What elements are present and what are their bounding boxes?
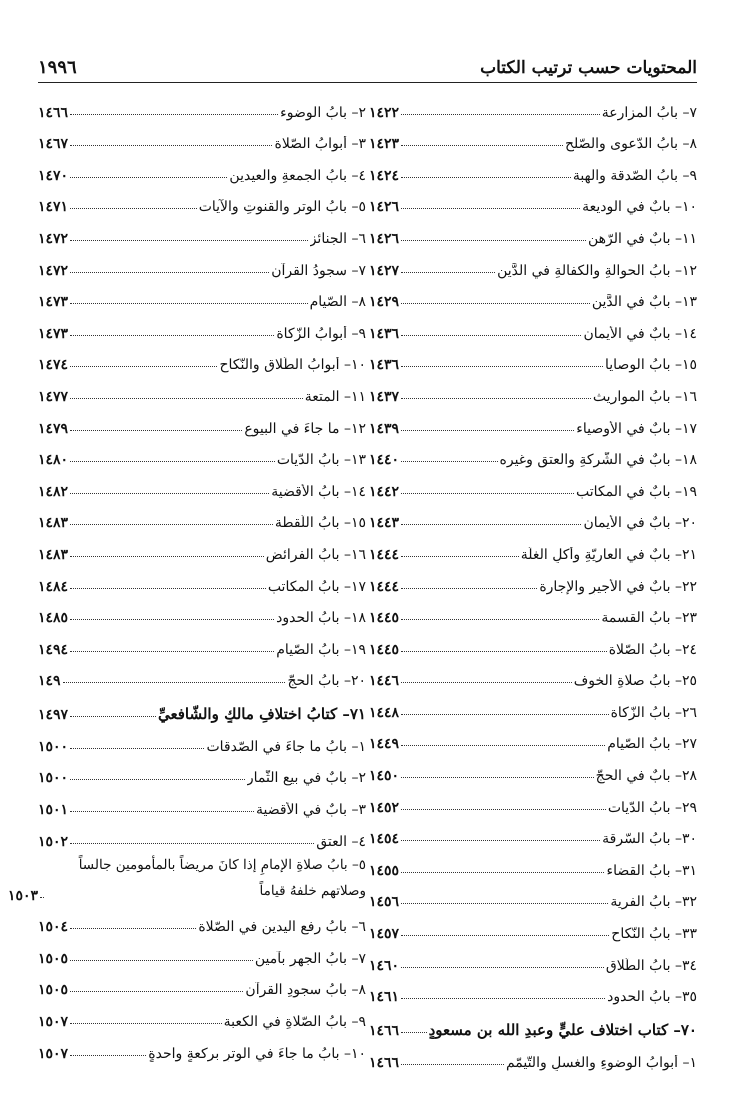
toc-entry-page: ١٥٠٣: [7, 887, 38, 904]
toc-entry: [369, 405, 697, 437]
toc-entry-title: ٥– بابُ الوترِ والقنوتِ والآيات: [198, 199, 366, 216]
toc-entry: [369, 310, 697, 342]
toc-entry-title: ٤– العتق: [316, 833, 366, 850]
toc-entry: [38, 310, 366, 342]
toc-entry: [369, 500, 697, 532]
toc-entry-title: ٢١– بابٌ في العاريّةِ وأكلِ الغلّة: [520, 546, 697, 563]
toc-entry-title: ١١– بابٌ في الرّهن: [587, 230, 697, 247]
dot-leader: [401, 967, 604, 968]
toc-entry-title: ٢٣– بابُ القسمة: [601, 610, 697, 627]
toc-entry: [38, 468, 366, 500]
toc-entry-title: ٣٢– بابُ الفرية: [610, 894, 697, 911]
dot-leader: [401, 1064, 504, 1065]
toc-entry-title: ٢٢– بابٌ في الأجيرِ والإجارة: [539, 578, 697, 595]
toc-entry-page: ١٤٤٦: [369, 673, 400, 690]
toc-entry-page: ١٤٣٦: [369, 325, 400, 342]
dot-leader: [70, 208, 197, 209]
toc-entry-page: ١٤٥٦: [369, 894, 400, 911]
dot-leader: [401, 745, 605, 746]
dot-leader: [401, 461, 497, 462]
toc-entry-page: ١٥٠٥: [38, 950, 69, 967]
toc-entry: [369, 215, 697, 247]
toc-entry-title: ١٠– بابُ ما جاءَ في الوترِ بركعةٍ واحدةٍ: [148, 1045, 366, 1062]
toc-entry-title: ١٨– بابٌ في الشّركةِ والعتقِ وغيره: [499, 452, 697, 469]
toc-entry: [7, 850, 366, 904]
toc-entry-title: ٢٠– بابٌ في الأيمان: [583, 515, 697, 532]
dot-leader: [401, 588, 537, 589]
toc-entry-page: ١٤٤٢: [369, 483, 400, 500]
toc-entry-title: ٢– بابٌ في بيعِ الثّمار: [246, 770, 366, 787]
dot-leader: [401, 903, 608, 904]
toc-entry: [38, 437, 366, 469]
toc-entry: [38, 121, 366, 153]
toc-entry: [369, 121, 697, 153]
toc-entry-page: ١٤٦٦: [369, 1023, 400, 1040]
dot-leader: [401, 272, 495, 273]
toc-entry: [38, 184, 366, 216]
toc-entry-page: ١٤٦٠: [369, 957, 400, 974]
toc-entry-title: ٣١– بابُ القضاء: [606, 862, 697, 879]
dot-leader: [401, 1032, 426, 1033]
toc-entry-page: ١٤٤٤: [369, 578, 400, 595]
dot-leader: [401, 177, 571, 178]
toc-entry-title: ١٣– بابُ الدّيات: [276, 452, 366, 469]
toc-entry-title: ١٦– بابُ الفرائض: [265, 546, 366, 563]
toc-entry-page: ١٤٥٥: [369, 862, 400, 879]
toc-entry-title: ٢٨– بابٌ في الحجّ: [595, 768, 697, 785]
toc-entry: [38, 342, 366, 374]
dot-leader: [401, 556, 519, 557]
toc-entry: [369, 626, 697, 658]
toc-entry-page: ١٤٤٩: [369, 736, 400, 753]
dot-leader: [70, 748, 204, 749]
toc-entry-page: ١٤٧٠: [38, 167, 69, 184]
toc-entry-page: ١٤٧٣: [38, 325, 69, 342]
dot-leader: [40, 897, 44, 898]
dot-leader: [401, 998, 605, 999]
toc-entry: [369, 468, 697, 500]
toc-entry-title: ٨– بابُ الدّعوى والصّلح: [565, 136, 697, 153]
toc-entry-page: ١٤٢٣: [369, 136, 400, 153]
toc-entry-page: ١٥٠١: [38, 802, 69, 819]
dot-leader: [70, 779, 245, 780]
dot-leader: [70, 1055, 146, 1056]
toc-entry-page: ١٤٨٤: [38, 578, 69, 595]
toc-entry-page: ١٤٤٥: [369, 641, 400, 658]
toc-entry-title: ٣– بابٌ في الأقضية: [255, 802, 366, 819]
toc-left-column: [7, 89, 366, 1062]
dot-leader: [401, 524, 581, 525]
toc-entry-page: ١٥٠٤: [38, 919, 69, 936]
toc-entry-title: ١٨– بابُ الحدود: [276, 610, 366, 627]
toc-entry: [369, 373, 697, 405]
toc-entry-title: ٧– بابُ الجهرِ بآمين: [254, 950, 366, 967]
dot-leader: [401, 303, 590, 304]
toc-entry: [38, 1030, 366, 1062]
toc-entry-page: ١٤٦١: [369, 989, 400, 1006]
toc-entry: [38, 755, 366, 787]
toc-entry-page: ١٤٤٣: [369, 515, 400, 532]
dot-leader: [70, 272, 269, 273]
toc-entry-page: ١٤٨٠: [38, 452, 69, 469]
toc-entry-title: ٧– بابُ المزارعة: [601, 104, 697, 121]
toc-entry: [38, 373, 366, 405]
toc-entry: [38, 152, 366, 184]
toc-entry: [369, 1039, 697, 1071]
dot-leader: [401, 809, 606, 810]
toc-entry: [369, 721, 697, 753]
toc-entry-title: ١٦– بابُ المواريث: [592, 388, 697, 405]
toc-entry-page: ١٥٠٠: [38, 738, 69, 755]
toc-entry: [38, 215, 366, 247]
toc-entry-title: ٨– بابُ سجودِ القرآن: [245, 982, 366, 999]
toc-entry-title: ١٤– بابُ الأقضية: [271, 483, 366, 500]
toc-entry-title: ٩– بابُ الصّلاةِ في الكعبة: [223, 1014, 366, 1031]
toc-entry-title: ٣٣– بابُ النّكاح: [611, 926, 697, 943]
dot-leader: [401, 935, 609, 936]
toc-entry-title: ١– بابُ ما جاءَ في الصّدقات: [206, 738, 366, 755]
toc-entry-page: ١٤٥٢: [369, 799, 400, 816]
toc-entry-title: ٣٠– بابُ السّرقة: [602, 831, 697, 848]
toc-entry: [369, 910, 697, 942]
toc-entry: [369, 152, 697, 184]
toc-entry-title: ٣٤– بابُ الطّلاق: [605, 957, 697, 974]
dot-leader: [401, 714, 608, 715]
toc-entry: [38, 563, 366, 595]
toc-book-heading: [38, 689, 366, 723]
toc-entry-page: ١٤٢٧: [369, 262, 400, 279]
toc-entry: [38, 967, 366, 999]
toc-entry: [38, 500, 366, 532]
toc-entry: [369, 689, 697, 721]
toc-entry-title: ١٧– بابٌ في الأوصياء: [576, 420, 697, 437]
toc-entry-page: ١٤٦٦: [369, 1054, 400, 1071]
toc-entry-title: ١– أبوابُ الوضوءِ والغسلِ والتّيمّم: [505, 1054, 697, 1071]
toc-entry-title: ٢٥– بابُ صلاةِ الخوف: [573, 673, 697, 690]
dot-leader: [401, 777, 594, 778]
toc-entry-title: ٢– بابُ الوضوء: [280, 104, 366, 121]
dot-leader: [70, 114, 278, 115]
dot-leader: [401, 619, 599, 620]
dot-leader: [70, 588, 266, 589]
toc-entry-title: ٤– بابُ الجمعةِ والعيدين: [229, 167, 366, 184]
dot-leader: [70, 928, 196, 929]
toc-entry-page: ١٥٠٥: [38, 982, 69, 999]
toc-entry-page: ١٤٧٣: [38, 294, 69, 311]
toc-entry: [38, 595, 366, 627]
dot-leader: [70, 524, 273, 525]
toc-entry-page: ١٤٧٢: [38, 262, 69, 279]
toc-entry: [38, 658, 366, 690]
toc-entry-page: ١٤٢٦: [369, 199, 400, 216]
toc-entry-page: ١٤٤٠: [369, 452, 400, 469]
toc-entry: [369, 184, 697, 216]
dot-leader: [70, 461, 275, 462]
toc-entry-title: ١٩– بابٌ في المكاتب: [576, 483, 697, 500]
header-page-number: ١٩٩٦: [38, 57, 77, 78]
toc-entry-page: ١٤٨٣: [38, 515, 69, 532]
toc-entry: [38, 786, 366, 818]
dot-leader: [401, 682, 572, 683]
toc-entry-page: ١٤٩٧: [38, 707, 69, 724]
dot-leader: [70, 991, 243, 992]
header-title: المحتويات حسب ترتيب الكتاب: [480, 58, 697, 78]
toc-book-heading: [369, 1005, 697, 1039]
toc-entry-title: ١٥– بابُ الوصايا: [605, 357, 697, 374]
toc-entry: [369, 563, 697, 595]
dot-leader: [70, 843, 314, 844]
toc-entry-page: ١٤٩: [38, 673, 61, 690]
dot-leader: [70, 303, 307, 304]
toc-entry: [38, 904, 366, 936]
toc-right-column: [369, 89, 697, 1071]
dot-leader: [70, 619, 274, 620]
dot-leader: [401, 493, 574, 494]
toc-entry-page: ١٤٧٢: [38, 230, 69, 247]
toc-entry-page: ١٥٠٠: [38, 770, 69, 787]
dot-leader: [401, 840, 600, 841]
dot-leader: [70, 335, 274, 336]
toc-entry: [369, 89, 697, 121]
dot-leader: [401, 398, 591, 399]
toc-entry-title: ٢٧– بابُ الصّيام: [607, 736, 697, 753]
dot-leader: [70, 177, 227, 178]
toc-entry-title: ٣٥– بابُ الحدود: [607, 989, 697, 1006]
dot-leader: [70, 493, 269, 494]
toc-entry-page: ١٤٥٤: [369, 831, 400, 848]
toc-entry-page: ١٤٢٤: [369, 167, 400, 184]
toc-entry: [38, 998, 366, 1030]
toc-entry-page: ١٤٤٥: [369, 610, 400, 627]
toc-entry: [38, 818, 366, 850]
dot-leader: [70, 556, 264, 557]
toc-entry-title: ٩– بابُ الصّدقة والهبة: [572, 167, 697, 184]
toc-entry-page: ١٤٩٤: [38, 641, 69, 658]
toc-entry-title: ١٠– أبوابُ الطّلاقِ والنّكاح: [219, 357, 366, 374]
dot-leader: [70, 651, 274, 652]
toc-entry: [369, 342, 697, 374]
toc-entry: [38, 531, 366, 563]
toc-entry: [38, 626, 366, 658]
toc-entry-page: ١٤٢٢: [369, 104, 400, 121]
toc-entry-title: ١٢– بابُ الحوالةِ والكفالةِ في الدَّين: [497, 262, 697, 279]
toc-entry: [369, 816, 697, 848]
toc-entry-page: ١٤٤٨: [369, 704, 400, 721]
toc-entry: [369, 784, 697, 816]
toc-entry-page: ١٤٥٧: [369, 926, 400, 943]
dot-leader: [401, 651, 607, 652]
toc-entry-title: ٦– الجنائز: [309, 230, 366, 247]
toc-entry-page: ١٤٧٧: [38, 388, 69, 405]
dot-leader: [70, 145, 272, 146]
toc-entry: [369, 847, 697, 879]
toc-entry: [38, 935, 366, 967]
dot-leader: [401, 366, 603, 367]
toc-entry-page: ١٤٣٧: [369, 388, 400, 405]
toc-entry: [38, 279, 366, 311]
toc-entry: [38, 405, 366, 437]
toc-entry-page: ١٤٦٦: [38, 104, 69, 121]
toc-entry-title: ٧١– كتابُ اختلافِ مالكٍ والشّافعيِّ: [158, 705, 366, 724]
toc-entry: [369, 752, 697, 784]
toc-entry-page: ١٤٨٥: [38, 610, 69, 627]
toc-entry-title: ٨– الصّيام: [309, 294, 366, 311]
toc-entry-page: ١٥٠٢: [38, 833, 69, 850]
dot-leader: [70, 811, 254, 812]
toc-entry-page: ١٤٧٤: [38, 357, 69, 374]
toc-entry-title: ٩– أبوابُ الزّكاة: [276, 325, 366, 342]
dot-leader: [401, 872, 604, 873]
toc-entry-title: ٢٤– بابُ الصّلاة: [608, 641, 697, 658]
toc-entry-title: ٢٠– بابُ الحجّ: [287, 673, 366, 690]
toc-entry-page: ١٤٦٧: [38, 136, 69, 153]
dot-leader: [401, 430, 574, 431]
toc-entry-title: ٢٩– بابُ الدّيات: [607, 799, 697, 816]
toc-entry: [369, 942, 697, 974]
toc-entry: [369, 247, 697, 279]
toc-entry-title: ٦– بابُ رفعِ اليدينِ في الصّلاة: [198, 919, 366, 936]
toc-entry: [369, 879, 697, 911]
toc-entry: [38, 723, 366, 755]
toc-entry-title: ١٠– بابٌ في الوديعة: [582, 199, 697, 216]
dot-leader: [401, 240, 586, 241]
toc-entry-page: ١٤٨٢: [38, 483, 69, 500]
toc-entry-title: ١٣– بابٌ في الدَّين: [591, 294, 697, 311]
toc-entry: [369, 279, 697, 311]
toc-entry-page: ١٥٠٧: [38, 1014, 69, 1031]
toc-entry: [369, 658, 697, 690]
dot-leader: [70, 1023, 222, 1024]
toc-entry: [369, 531, 697, 563]
dot-leader: [70, 716, 156, 717]
toc-entry: [369, 974, 697, 1006]
toc-entry-title: ٧٠– كتاب اختلاف عليٍّ وعبدِ الله بنِ مسعودٍ: [428, 1021, 697, 1040]
dot-leader: [63, 682, 286, 683]
toc-entry-title: ١٧– بابُ المكاتب: [267, 578, 366, 595]
toc-entry-page: ١٤٢٦: [369, 230, 400, 247]
toc-entry-page: ١٤٥٠: [369, 768, 400, 785]
toc-entry-title: ٧– سجودُ القرآن: [271, 262, 366, 279]
toc-entry: [369, 437, 697, 469]
dot-leader: [70, 240, 308, 241]
toc-entry-page: ١٤٧٩: [38, 420, 69, 437]
dot-leader: [401, 114, 600, 115]
toc-entry-page: ١٤٧١: [38, 199, 69, 216]
toc-entry-page: ١٤٣٦: [369, 357, 400, 374]
toc-entry-title: ١٩– بابُ الصّيام: [276, 641, 366, 658]
toc-entry-title: ٢٦– بابُ الزّكاة: [610, 704, 697, 721]
toc-entry-title: ١٥– بابُ اللّقطة: [274, 515, 366, 532]
toc-entry-title: ٥– بابُ صلاةِ الإمامِ إذا كانَ مريضاً بالمأمومين جالساً وصلاتهم خلفهُ قياماً: [78, 856, 366, 899]
dot-leader: [401, 208, 580, 209]
page-header: [38, 52, 697, 83]
toc-entry: [369, 595, 697, 627]
toc-entry-page: ١٤٢٩: [369, 294, 400, 311]
toc-entry-title: ٣– أبوابُ الصّلاة: [274, 136, 366, 153]
toc-entry-page: ١٤٨٣: [38, 546, 69, 563]
toc-entry-title: ١١– المتعة: [304, 388, 366, 405]
dot-leader: [70, 960, 253, 961]
toc-entry-page: ١٤٣٩: [369, 420, 400, 437]
toc-entry-page: ١٥٠٧: [38, 1045, 69, 1062]
dot-leader: [70, 366, 217, 367]
toc-entry-title: ١٢– ما جاءَ في البيوع: [244, 420, 366, 437]
dot-leader: [70, 430, 242, 431]
dot-leader: [70, 398, 303, 399]
toc-entry-title: ١٤– بابٌ في الأيمان: [583, 325, 697, 342]
dot-leader: [401, 335, 581, 336]
toc-entry: [38, 247, 366, 279]
dot-leader: [401, 145, 563, 146]
toc-entry: [38, 89, 366, 121]
toc-entry-page: ١٤٤٤: [369, 546, 400, 563]
